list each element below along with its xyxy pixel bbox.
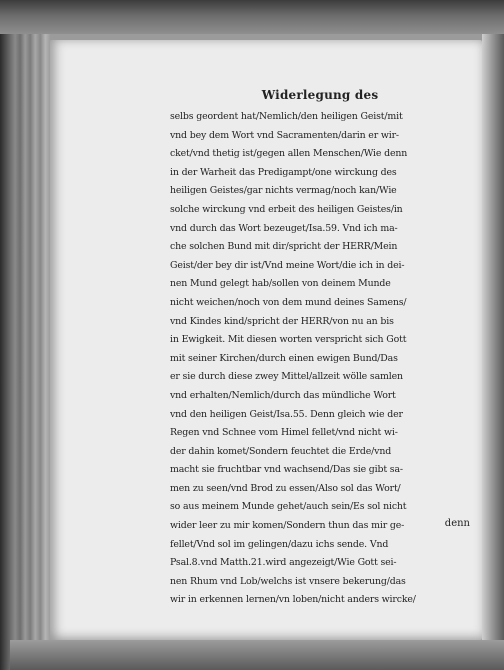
- text-line: nicht weichen/noch von dem mund deines Samens/: [170, 296, 407, 308]
- text-line: Regen vnd Schnee vom Himel fellet/vnd nicht wi-: [170, 427, 398, 439]
- body-lines: [170, 108, 470, 610]
- text-line: che solchen Bund mit dir/spricht der HERR/Mein: [170, 241, 398, 253]
- text-line: solche wirckung vnd erbeit des heiligen Geistes/in: [170, 203, 403, 215]
- book-spine-top: [0, 0, 504, 34]
- text-line: nen Mund gelegt hab/sollen von deinem Munde: [170, 278, 391, 290]
- text-line: Psal.8.vnd Matth.21.wird angezeigt/Wie Gott sei-: [170, 557, 397, 569]
- text-line: vnd Kindes kind/spricht der HERR/von nu an bis: [170, 315, 394, 327]
- text-line: wider leer zu mir komen/Sondern thun das mir ge-: [170, 520, 405, 532]
- text-line: mit seiner Kirchen/durch einen ewigen Bund/Das: [170, 352, 398, 364]
- text-line: so aus meinem Munde gehet/auch sein/Es sol nicht: [170, 501, 407, 513]
- running-head: Widerlegung des: [261, 88, 379, 102]
- text-line: selbs geordent hat/Nemlich/den heiligen Geist/mit: [170, 111, 403, 122]
- text-line: vnd bey dem Wort vnd Sacramenten/darin er wir-: [170, 129, 399, 141]
- text-line: in Ewigkeit. Mit diesen worten verspricht sich Gott: [170, 334, 407, 346]
- text-block: [170, 88, 470, 606]
- text-line: der dahin komet/Sondern feuchtet die Erde/vnd: [170, 445, 392, 457]
- text-line: vnd den heiligen Geist/Isa.55. Denn gleich wie der: [170, 408, 403, 420]
- text-line: er sie durch diese zwey Mittel/allzeit wölle samlen: [170, 371, 403, 383]
- page-edge-right: [482, 34, 504, 670]
- text-line: cket/vnd thetig ist/gegen allen Menschen/Wie denn: [170, 148, 408, 160]
- text-line: wir in erkennen lernen/vn loben/nicht anders wircke/: [170, 594, 416, 606]
- text-line: nen Rhum vnd Lob/welchs ist vnsere bekerung/das: [170, 575, 406, 587]
- page-edge-bottom: [10, 640, 504, 670]
- text-line: macht sie fruchtbar vnd wachsend/Das sie gibt sa-: [170, 464, 403, 476]
- text-line: Geist/der bey dir ist/Vnd meine Wort/die ich in dei-: [170, 259, 405, 271]
- text-line: fellet/Vnd sol im gelingen/dazu ichs sende. Vnd: [170, 538, 389, 550]
- text-line: vnd erhalten/Nemlich/durch das mündliche Wort: [170, 389, 396, 401]
- text-line: heiligen Geistes/gar nichts vermag/noch kan/Wie: [170, 185, 397, 197]
- text-line: in der Warheit das Predigampt/one wirckung des: [170, 166, 397, 178]
- catchword: denn: [444, 518, 470, 529]
- text-line: men zu seen/vnd Brod zu essen/Also sol das Wort/: [170, 482, 401, 494]
- text-line: vnd durch das Wort bezeuget/Isa.59. Vnd ich ma-: [170, 222, 398, 234]
